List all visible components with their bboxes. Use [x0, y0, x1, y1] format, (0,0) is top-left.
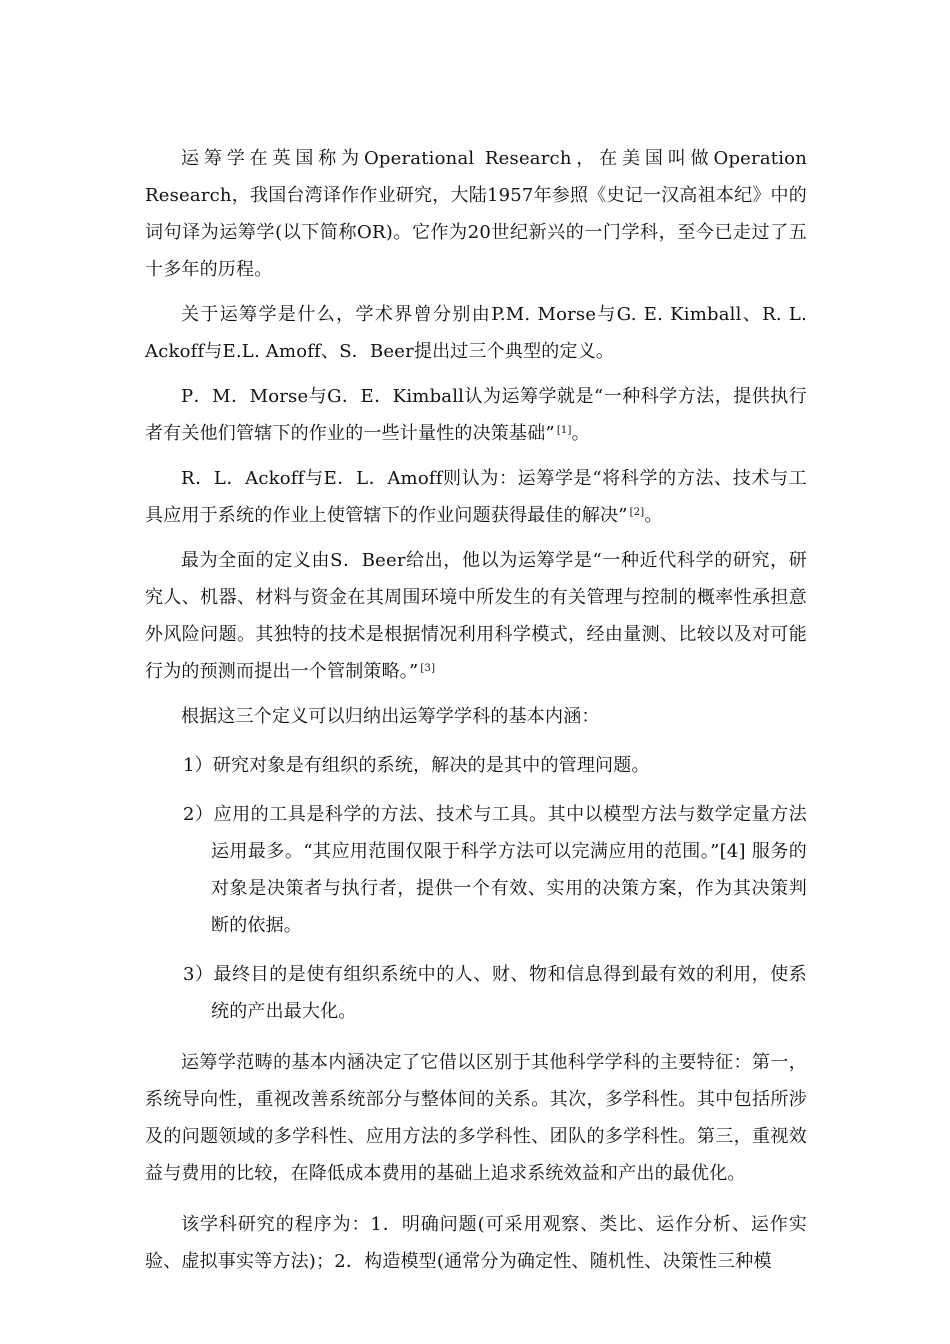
- list-item-2: 2）应用的工具是科学的方法、技术与工具。其中以模型方法与数学定量方法运用最多。“其应用范围仅限于科学方法可以完满应用的范围。”[4] 服务的对象是决策者与执行者，提供一个有效、实用的决策方案，作为其决策判断的依据。: [183, 804, 807, 936]
- paragraph-beer-text: 最为全面的定义由S．Beer给出，他以为运筹学是“一种近代科学的研究，研究人、机器、材料与资金在其周围环境中所发生的有关管理与控制的概率性承担意外风险问题。其独特的技术是根据情况利用科学模式，经由量测、比较以及对可能行为的预测而提出一个管制策略。”: [145, 550, 807, 682]
- paragraph-summary-intro: 根据这三个定义可以归纳出运筹学学科的基本内涵：: [181, 706, 600, 727]
- paragraph-ackoff-amoff-tail: 。: [644, 505, 663, 526]
- paragraph-definitions-intro: 关于运筹学是什么，学术界曾分别由P.M. Morse与G. E. Kimball、R. L. Ackoff与E.L. Amoff、S．Beer提出过三个典型的定义。: [145, 304, 807, 362]
- paragraph-morse-kimball-text: P．M．Morse与G．E．Kimball认为运筹学就是“一种科学方法，提供执行者有关他们管辖下的作业的一些计量性的决策基础”: [145, 386, 807, 444]
- document-body: [145, 140, 807, 1280]
- paragraph-morse-kimball-tail: 。: [571, 423, 590, 444]
- paragraph-procedure: 该学科研究的程序为：1．明确问题(可采用观察、类比、运作分析、运作实验、虚拟事实等方法)；2．构造模型(通常分为确定性、随机性、决策性三种模: [145, 1214, 807, 1272]
- list-item-1: 1）研究对象是有组织的系统，解决的是其中的管理问题。: [183, 755, 650, 776]
- paragraph-morse-kimball: [145, 378, 807, 452]
- paragraph-origin: 运筹学在英国称为Operational Research，在美国叫做Operation Research，我国台湾译作作业研究，大陆1957年参照《史记一汉高祖本纪》中的词句译为运筹学(以下简称OR)。它作为20世纪新兴的一门学科，至今已走过了五十多年的历程。: [145, 148, 807, 280]
- paragraph-ackoff-amoff: [145, 460, 807, 534]
- citation-ref-2: [2]: [629, 507, 645, 518]
- paragraph-beer: [145, 542, 807, 690]
- citation-ref-1: [1]: [556, 425, 572, 436]
- citation-ref-3: [3]: [420, 663, 436, 674]
- paragraph-features: 运筹学范畴的基本内涵决定了它借以区别于其他科学学科的主要特征：第一，系统导向性，重视改善系统部分与整体间的关系。其次，多学科性。其中包括所涉及的问题领域的多学科性、应用方法的多学科性、团队的多学科性。第三，重视效益与费用的比较，在降低成本费用的基础上追求系统效益和产出的最优化。: [145, 1052, 807, 1184]
- list-item-3: 3）最终目的是使有组织系统中的人、财、物和信息得到最有效的利用，使系统的产出最大化。: [183, 964, 807, 1022]
- paragraph-ackoff-amoff-text: R．L．Ackoff与E．L．Amoff则认为：运筹学是“将科学的方法、技术与工具应用于系统的作业上使管辖下的作业问题获得最佳的解决”: [145, 468, 807, 526]
